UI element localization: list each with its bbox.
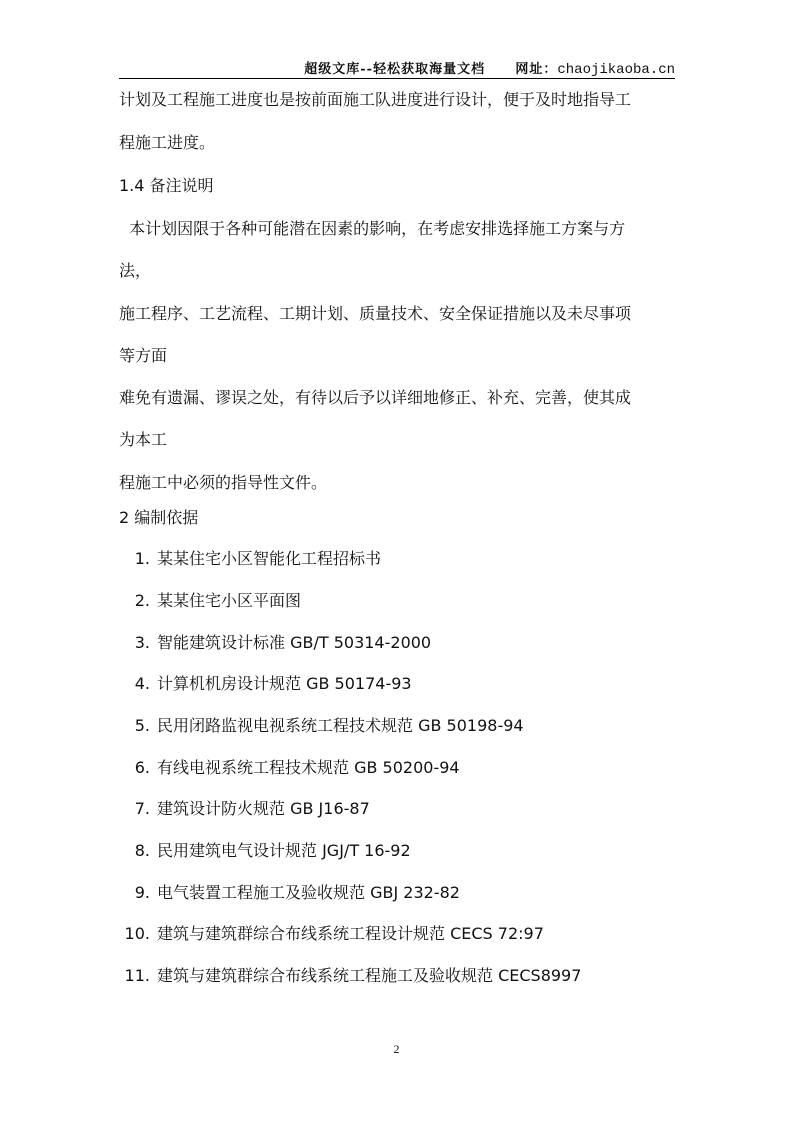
list-number: 10. [124,924,150,943]
list-text: 计算机机房设计规范 GB 50174-93 [157,674,412,693]
list-number: 9. [134,883,150,902]
list-text: 智能建筑设计标准 GB/T 50314-2000 [157,633,432,652]
list-item [119,674,412,694]
list-text: 民用建筑电气设计规范 JGJ/T 16-92 [157,841,411,860]
paragraph-line: 为本工 [119,430,168,449]
list-text: 民用闭路监视电视系统工程技术规范 GB 50198-94 [157,716,524,735]
list-text: 某某住宅小区平面图 [157,591,302,610]
list-text: 有线电视系统工程技术规范 GB 50200-94 [157,758,460,777]
header-url-label: 网址： [515,62,558,77]
list-number: 11. [124,966,150,985]
list-item [119,716,524,736]
paragraph-line: 施工程序、工艺流程、工期计划、质量技术、安全保证措施以及未尽事项 [119,304,632,323]
list-item [119,549,381,569]
paragraph-line: 法， [119,261,152,280]
list-text: 电气装置工程施工及验收规范 GBJ 232-82 [157,883,460,902]
list-number: 2. [134,591,150,610]
page-number: 2 [393,1042,400,1056]
list-number: 4. [134,674,150,693]
header-title: 超级文库--轻松获取海量文档 [304,62,486,77]
list-text: 建筑设计防火规范 GB J16-87 [157,799,370,818]
list-item [119,633,431,653]
section-heading: 1.4 备注说明 [119,176,214,195]
page-header [304,58,675,78]
list-number: 3. [134,633,150,652]
list-text: 某某住宅小区智能化工程招标书 [157,549,382,568]
paragraph-line: 本计划因限于各种可能潜在因素的影响，在考虑安排选择施工方案与方 [119,219,626,238]
list-item [119,883,460,903]
list-number: 8. [134,841,150,860]
list-number: 1. [134,549,150,568]
list-text: 建筑与建筑群综合布线系统工程设计规范 CECS 72:97 [157,924,544,943]
list-item [119,841,411,861]
list-item [119,591,301,611]
header-url: chaojikaoba.cn [557,62,675,78]
paragraph-line: 程施工中必须的指导性文件。 [119,473,328,492]
header-rule [119,78,675,79]
paragraph-line: 等方面 [119,346,168,365]
paragraph-line: 程施工进度。 [119,133,216,152]
list-number: 6. [134,758,150,777]
list-number: 5. [134,716,150,735]
list-item [119,924,544,944]
paragraph-line: 难免有遗漏、谬误之处，有待以后予以详细地修正、补充、完善，使其成 [119,388,632,407]
paragraph-line: 计划及工程施工进度也是按前面施工队进度进行设计，便于及时地指导工 [119,90,632,109]
list-item [119,799,370,819]
section-heading: 2 编制依据 [119,508,199,527]
list-item [119,966,581,986]
list-item [119,758,460,778]
list-text: 建筑与建筑群综合布线系统工程施工及验收规范 CECS8997 [157,966,582,985]
list-number: 7. [134,799,150,818]
